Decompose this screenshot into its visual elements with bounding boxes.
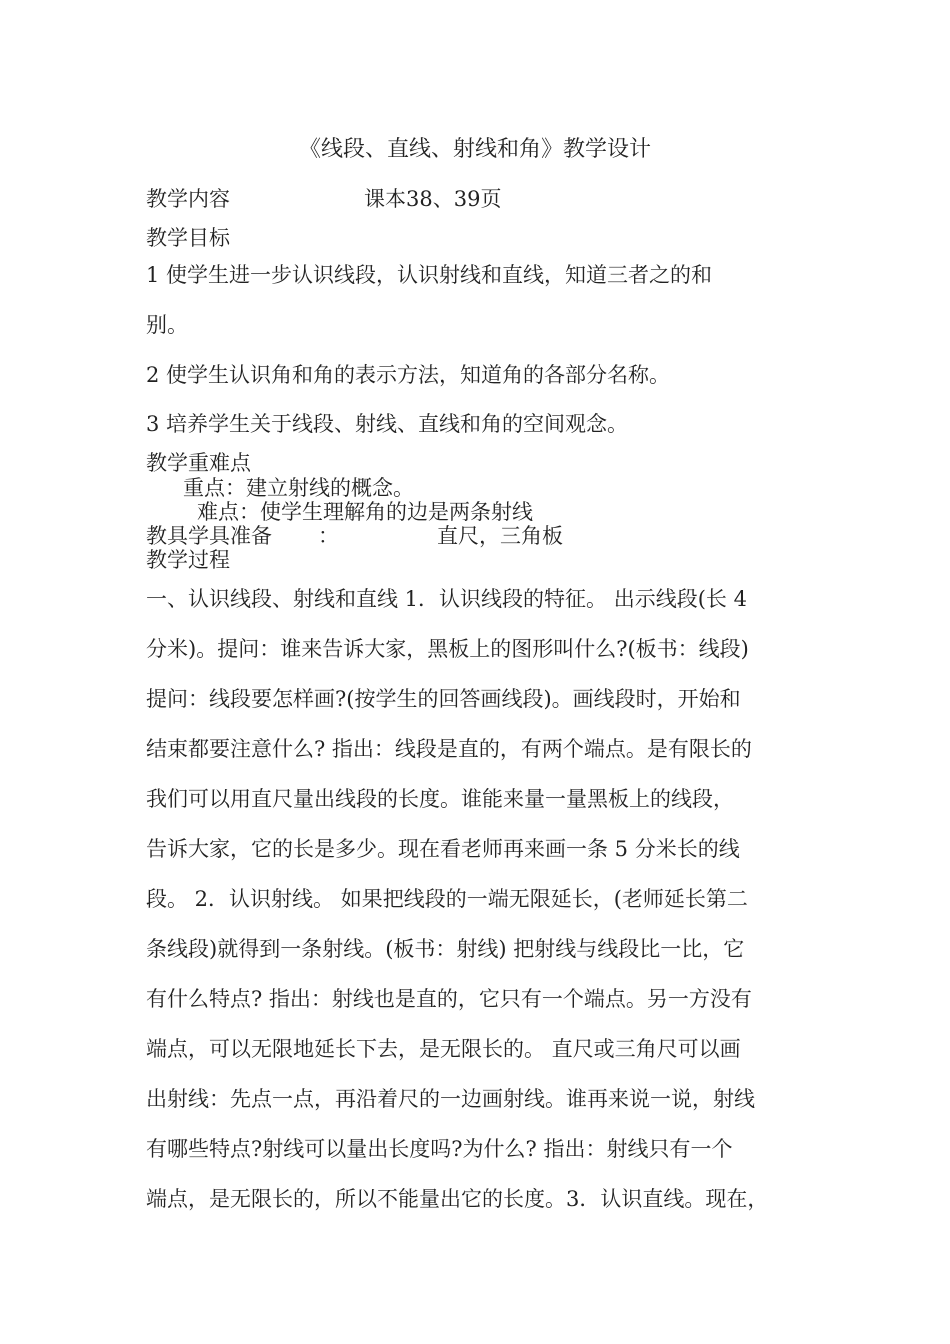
key-point: 重点：建立射线的概念。: [183, 476, 414, 500]
tools-value: 直尺，三角板: [437, 524, 563, 548]
tools-label: 教具学具准备: [146, 524, 272, 548]
document-title: 《线段、直线、射线和角》教学设计: [298, 137, 651, 162]
process-line: 出射线：先点一点，再沿着尺的一边画射线。谁再来说一说，射线: [146, 1087, 755, 1111]
process-line: 结束都要注意什么? 指出：线段是直的，有两个端点。是有限长的: [146, 737, 752, 761]
goal-line-2: 2 使学生认识角和角的表示方法，知道角的各部分名称。: [146, 363, 671, 387]
difficult-point: 难点：使学生理解角的边是两条射线: [197, 500, 533, 524]
process-label: 教学过程: [146, 548, 230, 572]
process-line: 提问：线段要怎样画?(按学生的回答画线段)。画线段时，开始和: [146, 687, 741, 711]
goal-line-1-cont: 别。: [146, 313, 188, 337]
content-label: 教学内容: [146, 187, 230, 211]
goal-line-3: 3 培养学生关于线段、射线、直线和角的空间观念。: [146, 412, 629, 436]
goals-label: 教学目标: [146, 226, 230, 250]
process-line: 有哪些特点?射线可以量出长度吗?为什么? 指出：射线只有一个: [146, 1137, 733, 1161]
content-value: 课本38、39页: [364, 187, 502, 211]
tools-colon: ：: [318, 524, 339, 548]
process-line: 条线段)就得到一条射线。(板书：射线) 把射线与线段比一比，它: [146, 937, 745, 961]
process-line: 告诉大家，它的长是多少。现在看老师再来画一条 5 分米长的线: [146, 837, 740, 861]
process-line: 我们可以用直尺量出线段的长度。谁能来量一量黑板上的线段，: [146, 787, 734, 811]
process-line: 有什么特点? 指出：射线也是直的，它只有一个端点。另一方没有: [146, 987, 752, 1011]
process-line: 段。 2．认识射线。 如果把线段的一端无限延长，(老师延长第二: [146, 887, 748, 911]
process-line: 端点，可以无限地延长下去，是无限长的。 直尺或三角尺可以画: [146, 1037, 741, 1061]
goal-line-1: 1 使学生进一步认识线段，认识射线和直线，知道三者之的和: [146, 263, 713, 287]
key-points-label: 教学重难点: [146, 451, 251, 475]
process-line: 一、认识线段、射线和直线 1．认识线段的特征。 出示线段(长 4: [146, 587, 747, 611]
process-line: 端点，是无限长的，所以不能量出它的长度。3．认识直线。现在，: [146, 1187, 769, 1211]
process-line: 分米)。提问：谁来告诉大家，黑板上的图形叫什么?(板书：线段): [146, 637, 749, 661]
